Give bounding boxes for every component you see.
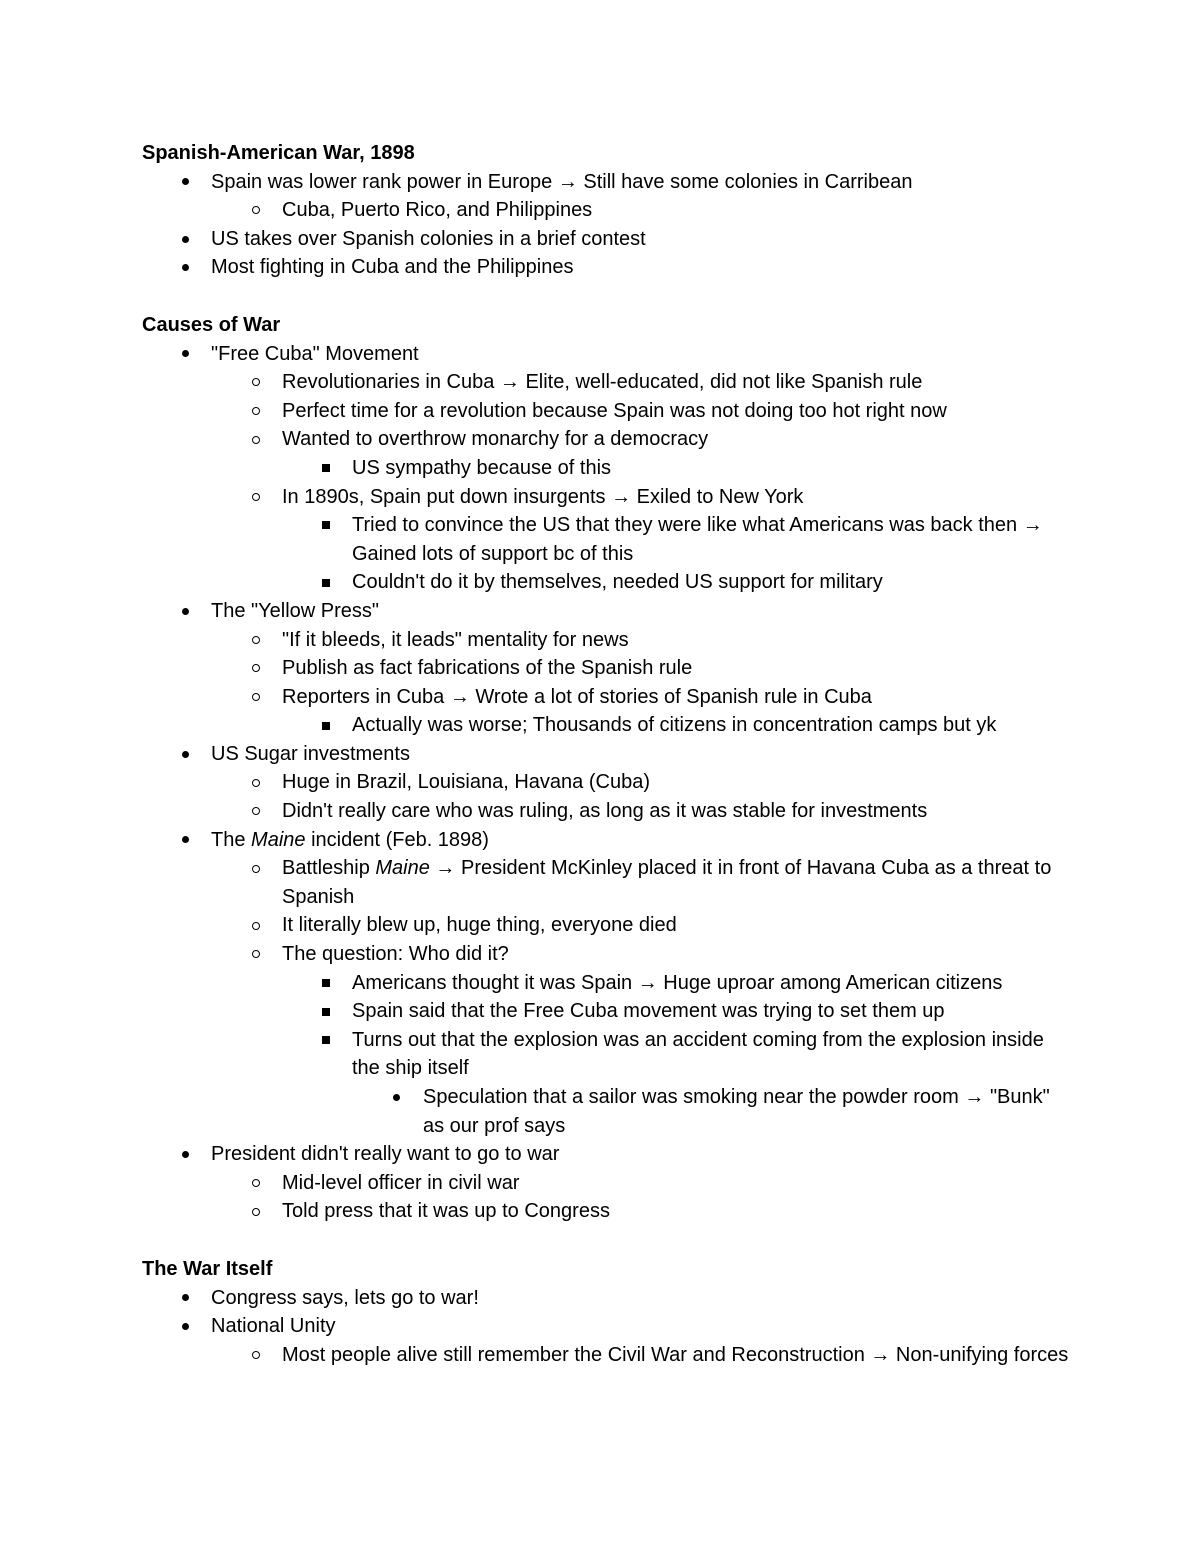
square-bullet-icon: [319, 568, 333, 597]
list-item: [0, 568, 1200, 597]
list-item: [0, 196, 1200, 225]
list-item-text: [211, 225, 1070, 254]
circle-bullet-icon: [249, 626, 263, 655]
section-heading: Spanish-American War, 1898: [142, 142, 415, 164]
list-item-text: [282, 1169, 1070, 1198]
notes-section: [0, 139, 1200, 282]
list-item-text: [211, 597, 1070, 626]
list-item-text: [282, 854, 1070, 911]
text-run: Didn't really care who was ruling, as long as it was stable for investments: [282, 800, 928, 823]
circle-bullet-icon: [249, 368, 263, 397]
bullet-list: [0, 340, 1200, 1226]
list-item-text: [211, 740, 1070, 769]
circle-bullet-icon: [249, 854, 263, 883]
list-item: [0, 826, 1200, 855]
circle-bullet-icon: [249, 768, 263, 797]
bullet-icon: [178, 597, 192, 626]
list-item-text: [211, 1284, 1070, 1313]
list-item-text: [211, 168, 1070, 197]
list-item-text: [211, 253, 1070, 282]
bullet-list: [0, 1284, 1200, 1370]
list-item-text: [211, 340, 1070, 369]
circle-bullet-icon: [249, 483, 263, 512]
circle-bullet-icon: [249, 196, 263, 225]
list-item-text: [352, 454, 1070, 483]
list-item: [0, 1284, 1200, 1313]
bullet-icon: [178, 826, 192, 855]
circle-bullet-icon: [249, 1169, 263, 1198]
list-item: [0, 454, 1200, 483]
notes-body: [0, 139, 1200, 1369]
list-item: [0, 768, 1200, 797]
circle-bullet-icon: [249, 397, 263, 426]
text-run: Most people alive still remember the Civil War and Reconstruction → Non-unifying forces: [282, 1343, 1069, 1366]
list-item-text: [282, 483, 1070, 512]
list-item-text: [352, 511, 1070, 568]
list-item-text: [282, 940, 1070, 969]
list-item-text: [352, 969, 1070, 998]
list-item-text: [211, 1312, 1070, 1341]
text-run: US sympathy because of this: [352, 456, 612, 479]
list-item: [0, 654, 1200, 683]
list-item-text: [282, 425, 1070, 454]
text-run: Actually was worse; Thousands of citizens in concentration camps but yk: [352, 714, 997, 737]
bullet-icon: [178, 740, 192, 769]
italic-text: Maine: [375, 857, 430, 880]
text-run: Huge in Brazil, Louisiana, Havana (Cuba): [282, 771, 650, 794]
text-run: Told press that it was up to Congress: [282, 1200, 610, 1223]
list-item-text: [282, 368, 1070, 397]
text-run: The "Yellow Press": [211, 599, 379, 622]
list-item-text: [352, 711, 1070, 740]
text-run: President didn't really want to go to war: [211, 1143, 560, 1166]
list-item: [0, 511, 1200, 568]
list-item: [0, 683, 1200, 712]
square-bullet-icon: [319, 1026, 333, 1055]
square-bullet-icon: [319, 454, 333, 483]
text-run: → President McKinley placed it in front of Havana Cuba as a threat to Spanish: [282, 857, 1052, 908]
text-run: Most fighting in Cuba and the Philippines: [211, 256, 574, 279]
list-item-text: [282, 397, 1070, 426]
text-run: National Unity: [211, 1315, 336, 1338]
circle-bullet-icon: [249, 1341, 263, 1370]
text-run: Spain was lower rank power in Europe → Still have some colonies in Carribean: [211, 170, 913, 193]
list-item-text: [352, 997, 1070, 1026]
text-run: In 1890s, Spain put down insurgents → Exiled to New York: [282, 485, 804, 508]
italic-text: Maine: [251, 828, 306, 851]
list-item: [0, 368, 1200, 397]
list-item-text: [282, 797, 1070, 826]
list-item-text: [211, 826, 1070, 855]
circle-bullet-icon: [249, 1197, 263, 1226]
list-item: [0, 854, 1200, 911]
list-item: [0, 425, 1200, 454]
text-run: It literally blew up, huge thing, everyone died: [282, 914, 677, 937]
circle-bullet-icon: [249, 797, 263, 826]
list-item-text: [282, 1197, 1070, 1226]
list-item: [0, 1312, 1200, 1341]
list-item: [0, 483, 1200, 512]
bullet-icon: [178, 1140, 192, 1169]
text-run: Speculation that a sailor was smoking near the powder room → "Bunk" as our prof says: [423, 1086, 1050, 1137]
text-run: US takes over Spanish colonies in a brief contest: [211, 227, 646, 250]
bullet-list: [0, 168, 1200, 282]
list-item-text: [282, 768, 1070, 797]
text-run: The question: Who did it?: [282, 943, 509, 966]
bullet-icon: [389, 1083, 403, 1112]
list-item: [0, 1169, 1200, 1198]
list-item: [0, 597, 1200, 626]
text-run: Couldn't do it by themselves, needed US support for military: [352, 571, 883, 594]
list-item: [0, 797, 1200, 826]
text-run: Wanted to overthrow monarchy for a democracy: [282, 428, 709, 451]
list-item: [0, 340, 1200, 369]
list-item: [0, 1140, 1200, 1169]
text-run: The: [211, 828, 252, 851]
text-run: Mid-level officer in civil war: [282, 1171, 520, 1194]
list-item-text: [282, 911, 1070, 940]
text-run: Reporters in Cuba → Wrote a lot of stories of Spanish rule in Cuba: [282, 685, 872, 708]
list-item: [0, 969, 1200, 998]
list-item: [0, 1341, 1200, 1370]
text-run: Perfect time for a revolution because Spain was not doing too hot right now: [282, 399, 947, 422]
bullet-icon: [178, 225, 192, 254]
list-item: [0, 711, 1200, 740]
text-run: Turns out that the explosion was an accident coming from the explosion inside the ship itself: [352, 1028, 1044, 1080]
list-item: [0, 1083, 1200, 1140]
list-item: [0, 740, 1200, 769]
list-item: [0, 225, 1200, 254]
bullet-icon: [178, 1312, 192, 1341]
bullet-icon: [178, 340, 192, 369]
bullet-icon: [178, 253, 192, 282]
text-run: "Free Cuba" Movement: [211, 342, 419, 365]
text-run: Revolutionaries in Cuba → Elite, well-educated, did not like Spanish rule: [282, 371, 923, 394]
list-item-text: [211, 1140, 1070, 1169]
list-item: [0, 1026, 1200, 1083]
square-bullet-icon: [319, 511, 333, 540]
list-item: [0, 397, 1200, 426]
text-run: Battleship: [282, 857, 376, 880]
bullet-icon: [178, 1284, 192, 1313]
section-heading: Causes of War: [142, 313, 281, 336]
notes-section: [0, 311, 1200, 1226]
text-run: incident (Feb. 1898): [305, 828, 489, 851]
list-item: [0, 940, 1200, 969]
text-run: Cuba, Puerto Rico, and Philippines: [282, 199, 593, 222]
text-run: Tried to convince the US that they were like what Americans was back then → Gained lots of support bc of this: [352, 514, 1043, 565]
text-run: Publish as fact fabrications of the Spanish rule: [282, 657, 693, 680]
square-bullet-icon: [319, 997, 333, 1026]
text-run: US Sugar investments: [211, 742, 410, 765]
list-item: [0, 911, 1200, 940]
list-item: [0, 253, 1200, 282]
section-heading: The War Itself: [142, 1257, 273, 1280]
list-item-text: [352, 568, 1070, 597]
square-bullet-icon: [319, 711, 333, 740]
list-item: [0, 1197, 1200, 1226]
list-item-text: [282, 683, 1070, 712]
circle-bullet-icon: [249, 940, 263, 969]
list-item-text: [282, 196, 1070, 225]
list-item-text: [282, 626, 1070, 655]
text-run: Americans thought it was Spain → Huge uproar among American citizens: [352, 971, 1003, 994]
bullet-icon: [178, 168, 192, 197]
list-item-text: [352, 1026, 1070, 1083]
text-run: "If it bleeds, it leads" mentality for news: [282, 628, 629, 651]
list-item-text: [282, 654, 1070, 683]
list-item: [0, 626, 1200, 655]
circle-bullet-icon: [249, 683, 263, 712]
list-item-text: [282, 1341, 1070, 1370]
circle-bullet-icon: [249, 425, 263, 454]
text-run: Spain said that the Free Cuba movement was trying to set them up: [352, 1000, 945, 1023]
square-bullet-icon: [319, 969, 333, 998]
list-item-text: [423, 1083, 1060, 1140]
circle-bullet-icon: [249, 911, 263, 940]
list-item: [0, 997, 1200, 1026]
notes-section: [0, 1255, 1200, 1369]
text-run: Congress says, lets go to war!: [211, 1286, 479, 1309]
list-item: [0, 168, 1200, 197]
circle-bullet-icon: [249, 654, 263, 683]
